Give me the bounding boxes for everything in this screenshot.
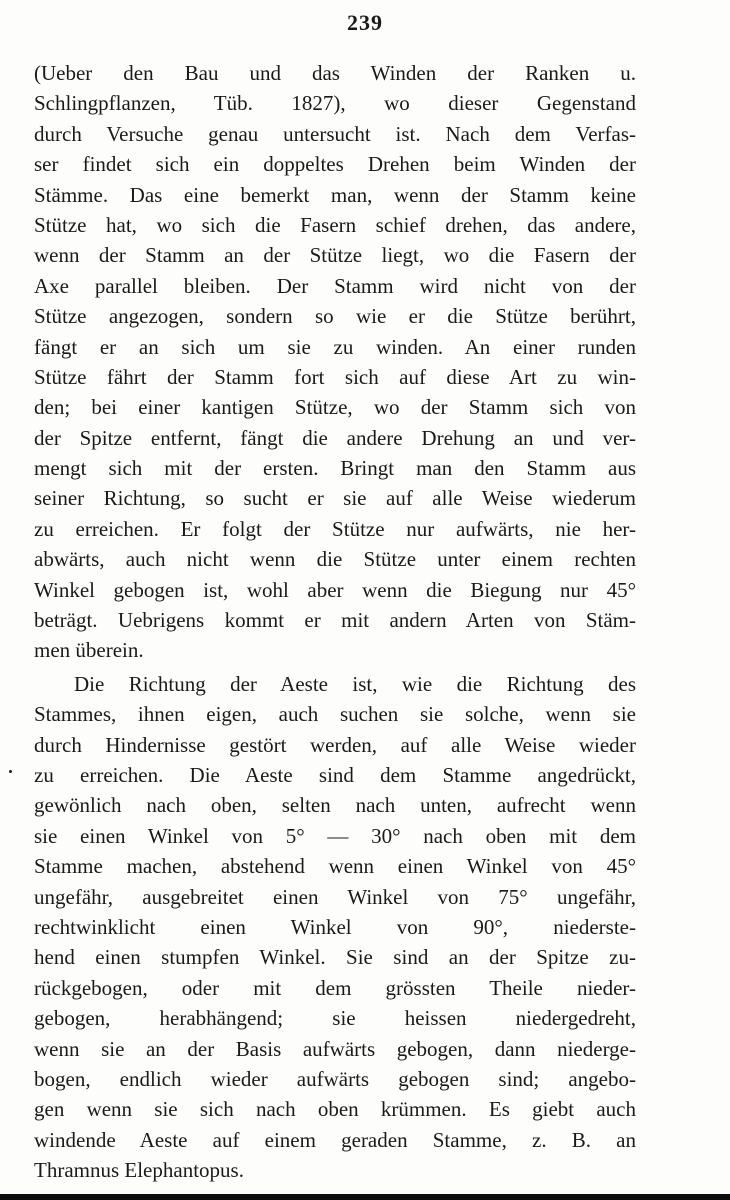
text-line: zu erreichen. Die Aeste sind dem Stamme angedrückt, (34, 762, 636, 787)
text-line: beträgt. Uebrigens kommt er mit andern Arten von Stäm- (34, 608, 636, 633)
text-line: Stammes, ihnen eigen, auch suchen sie solche, wenn sie (34, 702, 636, 727)
text-line: Stämme. Das eine bemerkt man, wenn der Stamm keine (34, 182, 636, 207)
text-line: seiner Richtung, so sucht er sie auf alle Weise wiederum (34, 486, 636, 511)
text-line: gewönlich nach oben, selten nach unten, aufrecht wenn (34, 793, 636, 818)
text-line: Die Richtung der Aeste ist, wie die Richtung des (74, 671, 636, 696)
text-line: bogen, endlich wieder aufwärts gebogen sind; angebo- (34, 1066, 636, 1091)
text-line: durch Hindernisse gestört werden, auf alle Weise wieder (34, 732, 636, 757)
text-line: men überein. (34, 638, 144, 663)
text-line: zu erreichen. Er folgt der Stütze nur aufwärts, nie her- (34, 516, 636, 541)
text-line: abwärts, auch nicht wenn die Stütze unter einem rechten (34, 547, 636, 572)
ink-speck (9, 770, 12, 773)
text-line: ungefähr, ausgebreitet einen Winkel von 75° ungefähr, (34, 884, 636, 909)
text-line: mengt sich mit der ersten. Bringt man den Stamm aus (34, 456, 636, 481)
text-line: Stütze hat, wo sich die Fasern schief drehen, das andere, (34, 212, 636, 237)
text-line: Thramnus Elephantopus. (34, 1158, 244, 1183)
text-line: wenn der Stamm an der Stütze liegt, wo die Fasern der (34, 243, 636, 268)
text-line: Schlingpflanzen, Tüb. 1827), wo dieser Gegenstand (34, 91, 636, 116)
text-line: hend einen stumpfen Winkel. Sie sind an der Spitze zu- (34, 945, 636, 970)
text-line: durch Versuche genau untersucht ist. Nach dem Verfas- (34, 121, 636, 146)
page-number: 239 (347, 10, 383, 35)
body-text (34, 58, 636, 1185)
text-line: Axe parallel bleiben. Der Stamm wird nicht von der (34, 273, 636, 298)
text-line: gebogen, herabhängend; sie heissen niedergedreht, (34, 1006, 636, 1031)
text-line: rückgebogen, oder mit dem grössten Theile nieder- (34, 975, 636, 1000)
text-line: gen wenn sie sich nach oben krümmen. Es giebt auch (34, 1097, 636, 1122)
text-line: windende Aeste auf einem geraden Stamme, z. B. an (34, 1127, 636, 1152)
text-line: ser findet sich ein doppeltes Drehen beim Winden der (34, 152, 636, 177)
text-line: Stütze fährt der Stamm fort sich auf diese Art zu win- (34, 364, 636, 389)
text-line: sie einen Winkel von 5° — 30° nach oben mit dem (34, 823, 636, 848)
paragraph-1 (34, 58, 636, 666)
paragraph-2 (34, 669, 636, 1186)
scan-edge (0, 1194, 730, 1200)
text-line: Winkel gebogen ist, wohl aber wenn die Biegung nur 45° (34, 577, 636, 602)
text-line: Stamme machen, abstehend wenn einen Winkel von 45° (34, 854, 636, 879)
text-line: fängt er an sich um sie zu winden. An einer runden (34, 334, 636, 359)
text-line: den; bei einer kantigen Stütze, wo der Stamm sich von (34, 395, 636, 420)
text-line: wenn sie an der Basis aufwärts gebogen, dann niederge- (34, 1036, 636, 1061)
text-line: der Spitze entfernt, fängt die andere Drehung an und ver- (34, 425, 636, 450)
text-line: Stütze angezogen, sondern so wie er die Stütze berührt, (34, 304, 636, 329)
text-line: rechtwinklicht einen Winkel von 90°, niederste- (34, 914, 636, 939)
text-line: (Ueber den Bau und das Winden der Ranken u. (34, 61, 636, 85)
